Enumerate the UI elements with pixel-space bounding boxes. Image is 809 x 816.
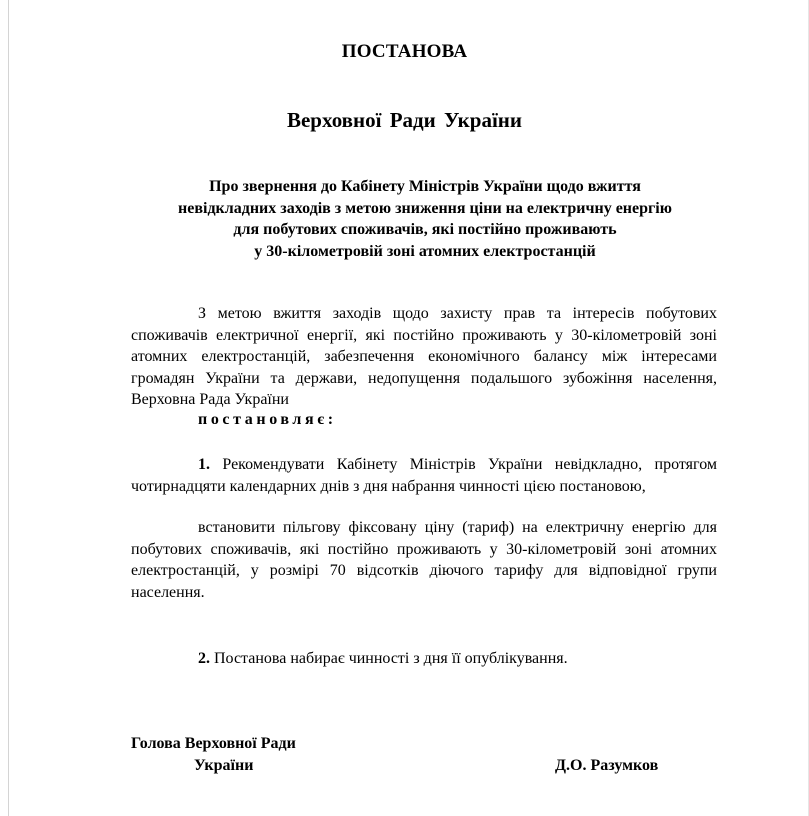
item-1-continuation: встановити пільгову фіксовану ціну (тариф) на електричну енергію для побутових споживачів, які постійно проживають у 30-кілометровій зоні атомних електростанцій, у розмірі 70 відсотків діючого тарифу для відповідної групи населення. <box>131 519 717 601</box>
document-heading <box>110 176 740 262</box>
item-1-paragraph <box>131 454 717 497</box>
item-1-number: 1. <box>198 456 210 473</box>
item-2-number: 2. <box>198 650 210 667</box>
item-1-text: Рекомендувати Кабінету Міністрів України невідкладно, протягом чотирнадцяти календарних днів з дня набрання чинності цією постановою, <box>131 456 718 495</box>
signer-position-line-1: Голова Верховної Ради <box>131 735 296 752</box>
heading-line: у 30-кілометровій зоні атомних електростанцій <box>254 242 596 260</box>
preamble-paragraph: З метою вжиття заходів щодо захисту прав та інтересів побутових споживачів електричної енергії, які постійно проживають у 30-кілометровій зоні атомних електростанцій, забезпечення економічного балансу між інтересами громадян України та держави, недопущення подальшого зубожіння населення, Верховна Рада України <box>131 305 717 408</box>
signer-name: Д.О. Разумков <box>555 757 659 774</box>
signer-position-line-2: України <box>194 757 254 774</box>
heading-line: невідкладних заходів з метою зниження ціни на електричну енергію <box>178 199 672 217</box>
item-2-paragraph <box>131 648 717 670</box>
document-title: ПОСТАНОВА <box>341 41 468 62</box>
heading-line: для побутових споживачів, які постійно проживають <box>233 221 617 238</box>
heading-line: Про звернення до Кабінету Міністрів України щодо вжиття <box>209 178 641 195</box>
item-2-text: Постанова набирає чинності з дня її опублікування. <box>214 650 568 667</box>
decree-word: постановляє: <box>198 411 337 428</box>
document-subtitle: Верховної Ради України <box>286 108 522 132</box>
